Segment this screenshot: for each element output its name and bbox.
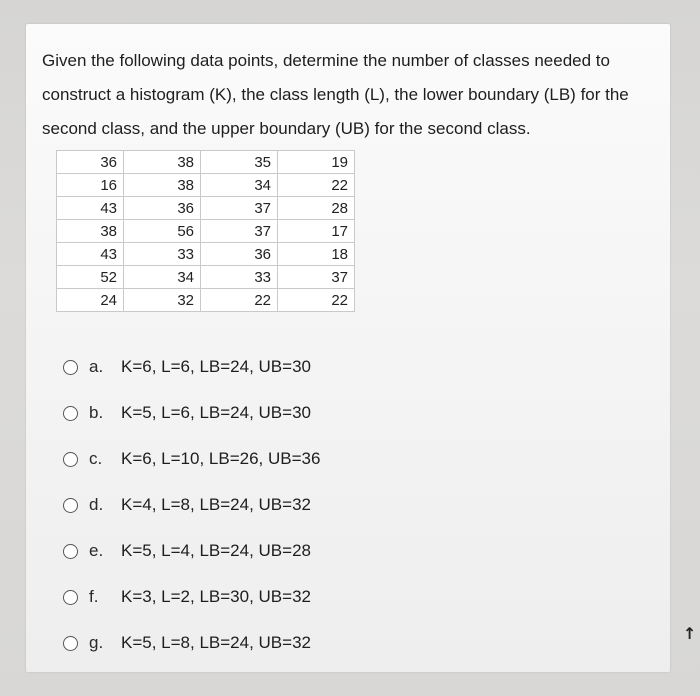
table-cell: 52 [57, 266, 124, 289]
answer-option-c[interactable] [63, 436, 623, 482]
table-cell: 37 [201, 220, 278, 243]
data-table [56, 150, 355, 312]
radio-button-icon[interactable] [63, 636, 78, 651]
arrow-up-icon: ↑ [683, 624, 697, 643]
option-text: K=5, L=6, LB=24, UB=30 [121, 403, 311, 422]
radio-button-icon[interactable] [63, 360, 78, 375]
table-cell: 22 [278, 289, 355, 312]
radio-button-icon[interactable] [63, 498, 78, 513]
question-text: Given the following data points, determine the number of classes needed to construct a histogram (K), the class length (L), the lower boundary (LB) for the second class, and the upper boundary (UB) for the second class. [42, 51, 629, 138]
option-text: K=5, L=8, LB=24, UB=32 [121, 633, 311, 652]
table-cell: 38 [57, 220, 124, 243]
table-cell: 37 [278, 266, 355, 289]
table-cell: 34 [201, 174, 278, 197]
option-text: K=4, L=8, LB=24, UB=32 [121, 495, 311, 514]
table-cell: 34 [124, 266, 201, 289]
table-cell: 43 [57, 243, 124, 266]
answer-option-e[interactable] [63, 528, 623, 574]
table-row [57, 266, 355, 289]
table-cell: 28 [278, 197, 355, 220]
table-row [57, 151, 355, 174]
table-row [57, 289, 355, 312]
answer-option-a[interactable] [63, 344, 623, 390]
table-cell: 33 [124, 243, 201, 266]
table-cell: 37 [201, 197, 278, 220]
answer-option-g[interactable] [63, 620, 623, 666]
radio-button-icon[interactable] [63, 406, 78, 421]
table-cell: 43 [57, 197, 124, 220]
table-row [57, 174, 355, 197]
table-cell: 18 [278, 243, 355, 266]
answer-option-d[interactable] [63, 482, 623, 528]
table-cell: 24 [57, 289, 124, 312]
table-row [57, 243, 355, 266]
option-text: K=5, L=4, LB=24, UB=28 [121, 541, 311, 560]
radio-button-icon[interactable] [63, 590, 78, 605]
table-row [57, 220, 355, 243]
option-letter: b. [89, 403, 104, 422]
table-cell: 38 [124, 151, 201, 174]
option-letter: f. [89, 587, 99, 606]
option-letter: d. [89, 495, 104, 514]
answer-option-b[interactable] [63, 390, 623, 436]
radio-button-icon[interactable] [63, 452, 78, 467]
table-row [57, 197, 355, 220]
answer-options [63, 344, 623, 666]
table-cell: 33 [201, 266, 278, 289]
table-cell: 32 [124, 289, 201, 312]
option-text: K=6, L=10, LB=26, UB=36 [121, 449, 321, 468]
table-cell: 17 [278, 220, 355, 243]
option-text: K=3, L=2, LB=30, UB=32 [121, 587, 311, 606]
table-cell: 36 [124, 197, 201, 220]
table-cell: 56 [124, 220, 201, 243]
table-cell: 38 [124, 174, 201, 197]
option-letter: c. [89, 449, 103, 468]
question-card [26, 24, 670, 672]
option-letter: g. [89, 633, 104, 652]
table-cell: 36 [57, 151, 124, 174]
table-cell: 22 [278, 174, 355, 197]
table-cell: 35 [201, 151, 278, 174]
table-cell: 22 [201, 289, 278, 312]
option-letter: e. [89, 541, 104, 560]
table-cell: 36 [201, 243, 278, 266]
table-cell: 16 [57, 174, 124, 197]
radio-button-icon[interactable] [63, 544, 78, 559]
option-letter: a. [89, 357, 104, 376]
option-text: K=6, L=6, LB=24, UB=30 [121, 357, 311, 376]
answer-option-f[interactable] [63, 574, 623, 620]
table-cell: 19 [278, 151, 355, 174]
